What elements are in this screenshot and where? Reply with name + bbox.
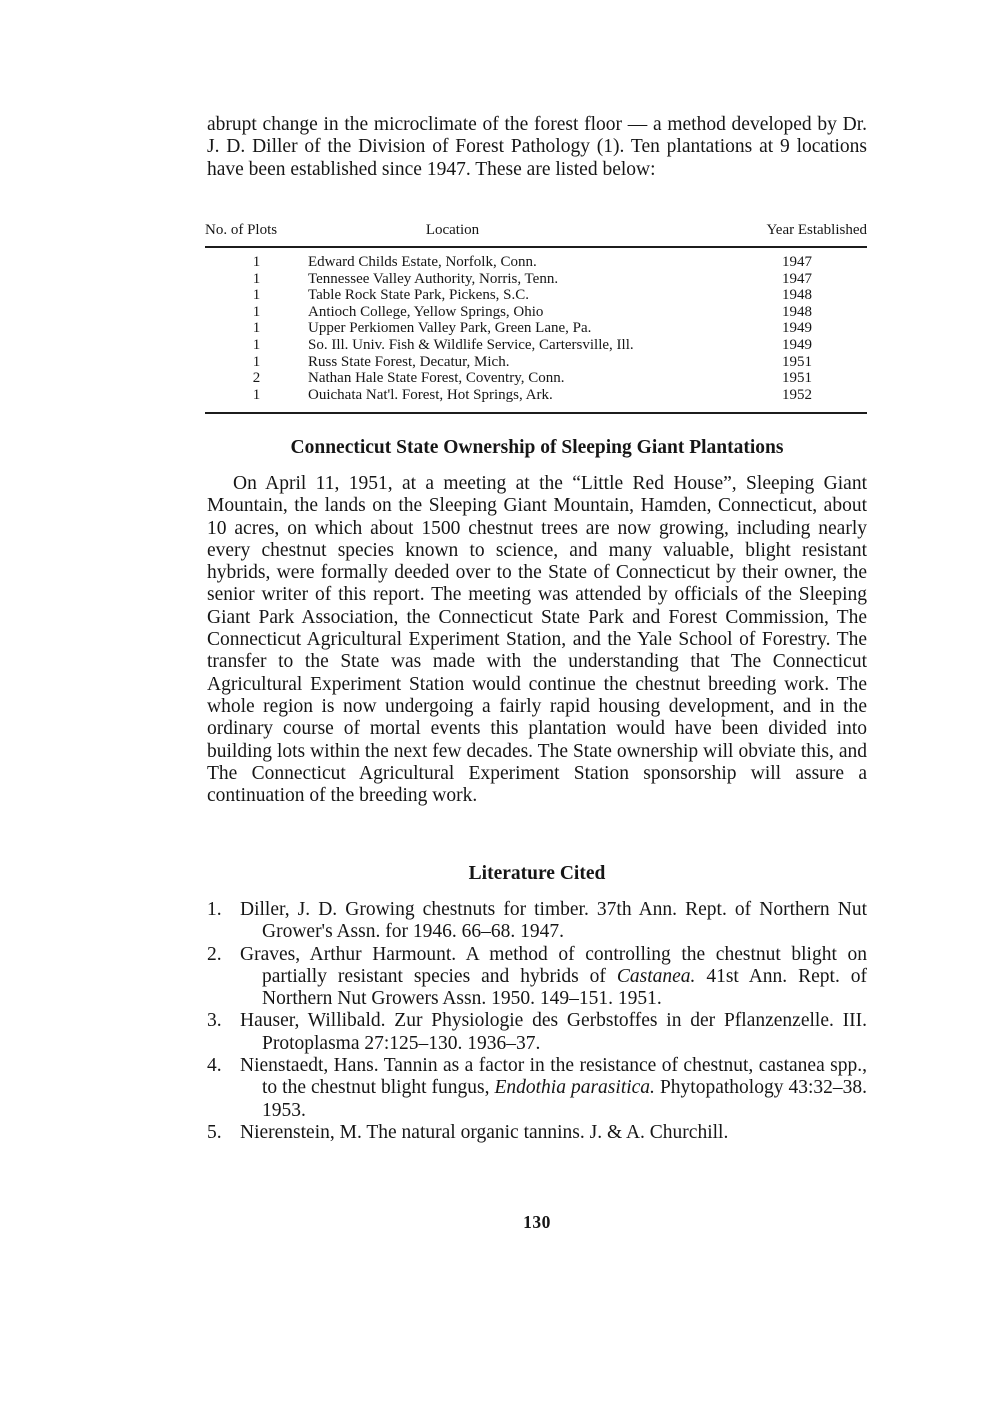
reference-item bbox=[207, 899, 867, 944]
location-cell: Edward Childs Estate, Norfolk, Conn. bbox=[308, 254, 537, 270]
reference-italic-text: Endothia parasitica. bbox=[494, 1077, 655, 1099]
reference-item bbox=[207, 944, 867, 1011]
table-row bbox=[205, 304, 867, 321]
reference-number: 4. bbox=[207, 1055, 222, 1077]
table-row bbox=[205, 370, 867, 387]
plots-cell: 1 bbox=[252, 336, 261, 353]
plots-cell: 1 bbox=[252, 353, 261, 370]
reference-number: 2. bbox=[207, 943, 222, 965]
year-cell: 1948 bbox=[782, 303, 812, 320]
column-header-location: Location bbox=[425, 222, 480, 238]
table-body bbox=[205, 248, 867, 414]
reference-item bbox=[207, 1055, 867, 1122]
location-cell: Antioch College, Yellow Springs, Ohio bbox=[308, 303, 544, 320]
year-cell: 1951 bbox=[782, 353, 812, 370]
year-cell: 1951 bbox=[782, 370, 812, 387]
location-cell: Upper Perkiomen Valley Park, Green Lane, Pa. bbox=[308, 320, 592, 337]
intro-paragraph: abrupt change in the microclimate of the forest floor — a method developed by Dr. J. D. Diller of the Division of Forest Pathology (1). Ten plantations at 9 locations have been established since 1947. These are listed below: bbox=[207, 114, 867, 180]
year-cell: 1949 bbox=[782, 336, 812, 353]
reference-text: Nienstaedt, Hans. Tannin as a factor in the resistance of chestnut, castanea spp., to the chestnut blight fungus, bbox=[240, 1055, 867, 1099]
table-row bbox=[205, 337, 867, 354]
location-cell: Nathan Hale State Forest, Coventry, Conn. bbox=[308, 370, 565, 387]
table-row bbox=[205, 271, 867, 288]
plots-cell: 1 bbox=[252, 287, 261, 304]
reference-text-post: 41st Ann. Rept. of Northern Nut Growers Assn. 1950. 149–151. 1951. bbox=[262, 965, 868, 1010]
section-paragraph: On April 11, 1951, at a meeting at the “Little Red House”, Sleeping Giant Mountain, the lands on the Sleeping Giant Mountain, Hamden, Connecticut, about 10 acres, on which about 1500 chestnut trees are now growing, including nearly every chestnut species known to science, and many valuable, blight resistant hybrids, were formally deeded over to the State of Connecticut by their owner, the senior writer of this report. The meeting was attended by officials of the Sleeping Giant Park Association, the Connecticut State Park and Forest Commission, The Connecticut Agricultural Experiment Station, and the Yale School of Forestry. The transfer to the State was made with the understanding that The Connecticut Agricultural Experiment Station would continue the chestnut breeding work. The whole region is now undergoing a fairly rapid housing development, and in the ordinary course of mortal events this plantation would have been divided into building lots within the next few decades. The State ownership will obviate this, and The Connecticut Agricultural Experiment Station sponsorship will assure a continuation of the breeding work. bbox=[207, 473, 867, 807]
table-row bbox=[205, 354, 867, 371]
plantations-table bbox=[205, 222, 867, 414]
reference-number: 1. bbox=[207, 899, 222, 920]
column-header-year-established: Year Established bbox=[766, 222, 867, 238]
column-header-no-of-plots: No. of Plots bbox=[205, 222, 278, 238]
plots-cell: 2 bbox=[252, 370, 261, 387]
plots-cell: 1 bbox=[252, 270, 261, 287]
reference-item bbox=[207, 1010, 867, 1055]
table-row bbox=[205, 387, 867, 404]
reference-text: Nierenstein, M. The natural organic tannins. J. & A. Churchill. bbox=[240, 1121, 729, 1143]
plots-cell: 1 bbox=[252, 303, 261, 320]
table-row bbox=[205, 320, 867, 337]
reference-item bbox=[207, 1122, 867, 1144]
literature-cited-heading: Literature Cited bbox=[468, 863, 606, 884]
page-number: 130 bbox=[523, 1212, 551, 1232]
reference-number: 3. bbox=[207, 1010, 222, 1032]
reference-text: Diller, J. D. Growing chestnuts for timber. 37th Ann. Rept. of Northern Nut Grower's Assn. for 1946. 66–68. 1947. bbox=[240, 899, 867, 943]
year-cell: 1949 bbox=[782, 320, 812, 337]
plots-cell: 1 bbox=[252, 386, 261, 403]
reference-text: Graves, Arthur Harmount. A method of controlling the chestnut blight on partially resistant species and hybrids of bbox=[240, 943, 867, 987]
year-cell: 1947 bbox=[782, 254, 812, 270]
location-cell: Russ State Forest, Decatur, Mich. bbox=[308, 353, 510, 370]
location-cell: Tennessee Valley Authority, Norris, Tenn. bbox=[308, 270, 559, 287]
year-cell: 1948 bbox=[782, 287, 812, 304]
table-row bbox=[205, 254, 867, 271]
plots-cell: 1 bbox=[252, 254, 261, 270]
table-header-row bbox=[205, 222, 867, 248]
year-cell: 1947 bbox=[782, 270, 812, 287]
year-cell: 1952 bbox=[782, 386, 812, 403]
reference-text: Hauser, Willibald. Zur Physiologie des Gerbstoffes in der Pflanzenzelle. III. Protoplasma 27:125–130. 1936–37. bbox=[240, 1010, 867, 1054]
section-heading: Connecticut State Ownership of Sleeping Giant Plantations bbox=[290, 437, 784, 458]
reference-number: 5. bbox=[207, 1121, 222, 1143]
table-row bbox=[205, 287, 867, 304]
location-cell: So. Ill. Univ. Fish & Wildlife Service, Cartersville, Ill. bbox=[308, 336, 634, 353]
location-cell: Table Rock State Park, Pickens, S.C. bbox=[308, 287, 530, 304]
plots-cell: 1 bbox=[252, 320, 261, 337]
reference-italic-text: Castanea. bbox=[616, 965, 696, 987]
reference-list bbox=[207, 899, 867, 1144]
reference-text-post: Phytopathology 43:32–38. 1953. bbox=[262, 1077, 867, 1121]
location-cell: Ouichata Nat'l. Forest, Hot Springs, Ark. bbox=[308, 386, 553, 403]
